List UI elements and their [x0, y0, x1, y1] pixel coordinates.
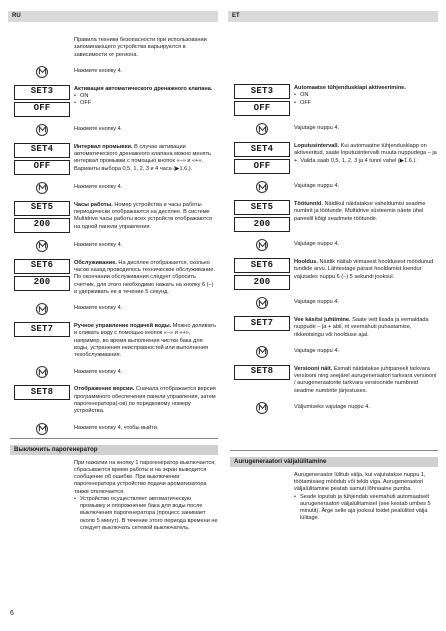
display-code: SET8	[234, 365, 290, 380]
display-value: OFF	[14, 102, 70, 117]
display-code: SET7	[14, 322, 70, 337]
option-item: • ON	[294, 92, 438, 99]
section-header: Aurugeneraatori väljalülitamine	[230, 457, 438, 467]
instruction-text: Нажмите кнопку 4.	[74, 68, 123, 75]
instruction-text: Vajutage nuppu 4.	[294, 125, 339, 132]
display-value: 200	[234, 275, 290, 290]
display-value: OFF	[234, 159, 290, 174]
instruction-text: Väljumiseks vajutage nuppu 4.	[294, 404, 370, 411]
setting-text: Можно доливать и сливать воду с помощью кнопок «–» и «+», например, во время выполнения чистки бака для воды, устранения неисправностей или выполнения техобслуживания.	[74, 323, 217, 359]
display-code: SET4	[234, 142, 290, 157]
setting-text: Kui automaatne tühjendusklapp on aktiveeritud, saate loputusintervalli muuta nuppudega – ja +. Valida saab 0,5, 1, 2, 3 ja 4 tunni vahel (▶1.6.).	[294, 143, 437, 164]
divider	[230, 450, 438, 451]
setting-text: Сначала отображается версия программного обеспечения панели управления, затем парогенератора(-ов) по порядковому номеру устройства.	[74, 386, 216, 415]
menu-button-icon	[36, 366, 48, 378]
bullet-list	[294, 494, 438, 523]
setting-text: Näidikul näidatakse vaheldumisi seadme numbrit ja töötunde. Multidrive süsteemis näete ühel paneelil kõigi seadmete töötunde.	[294, 201, 426, 222]
menu-button-icon	[36, 303, 48, 315]
menu-button-icon	[36, 66, 48, 78]
menu-button-icon	[36, 423, 48, 435]
option-list	[294, 92, 438, 107]
setting-title: Vee käsitsi juhtimine.	[294, 317, 351, 323]
instruction-text: Vajutage nuppu 4.	[294, 183, 339, 190]
display-value: OFF	[234, 101, 290, 116]
column-ru	[10, 36, 218, 532]
menu-button-icon	[256, 123, 268, 135]
setting-description	[294, 142, 438, 165]
setting-description	[294, 316, 438, 339]
setting-description	[74, 385, 218, 415]
setting-description	[74, 322, 218, 359]
menu-button-icon	[36, 124, 48, 136]
setting-text: Номер устройства и часы работы периодически отображаются на дисплее. В системе Multidrive часы работы всех устройств отображаются на одной панели управления.	[74, 201, 213, 230]
display-code: SET8	[14, 385, 70, 400]
instruction-text: Vajutage nuppu 4.	[294, 348, 339, 355]
display-code: SET7	[234, 316, 290, 331]
setting-description	[74, 201, 218, 231]
instruction-text: Нажмите кнопку 4.	[74, 305, 123, 312]
bullet-item: • Устройство осуществляет автоматическую промывку и опорожнение бака для воды после выключения парогенератора (процесс занимает около 5 минут). В течение этого периода времени не следует выключать сетевой выключатель.	[74, 496, 218, 532]
display-value: 200	[14, 218, 70, 233]
section-header: Выключить парогенератор	[10, 445, 218, 455]
setting-title: Ручное управление подачей воды.	[74, 323, 172, 330]
menu-button-icon	[256, 402, 268, 414]
setting-title: Töötunnid.	[294, 201, 323, 207]
menu-button-icon	[36, 240, 48, 252]
language-bar-et	[228, 11, 438, 22]
setting-title: Часы работы.	[74, 201, 113, 208]
instruction-text: Нажмите кнопку 4.	[74, 368, 123, 375]
menu-button-icon	[256, 297, 268, 309]
setting-title: Versiooni näit.	[294, 365, 333, 372]
language-code: ET	[232, 13, 240, 19]
setting-title: Обслуживание.	[74, 259, 117, 266]
setting-description	[294, 365, 438, 395]
setting-text: Esmalt näidatakse juhtpaneeli tarkvara versiooni ning seejärel aurugeneraatori tarkvara versiooni / aurugeneraatorite tarkvara versioonide numbreid seadme numbrite järjestuses.	[294, 365, 437, 394]
menu-button-icon	[256, 181, 268, 193]
divider	[10, 438, 218, 439]
setting-title: Automaatse tühjendusklapi aktiveerimine.	[294, 85, 406, 91]
display-value: OFF	[14, 160, 70, 175]
menu-button-icon	[256, 239, 268, 251]
intro-text: Правила техники безопасности при использовании запоминающего устройства варьируются в зависимости от региона.	[74, 37, 207, 58]
setting-text: На дисплее отображается, сколько часов назад проводилось техническое обслуживание. По окончании обслуживания следует сбросить счетчик, для этого необходимо нажать на кнопку 6 (–) и удерживать ее в течение 5 секунд.	[74, 259, 215, 295]
bullet-item: • Seade loputab ja tühjendab veemahuti automaatselt aurugeneraatori väljalülitamisel (see kestab umbes 5 minutit). Ärge selle aja jooksul toidet pealülitist välja lülitage.	[294, 494, 438, 523]
display-code: SET3	[14, 85, 70, 100]
display-value: 200	[234, 217, 290, 232]
section-text: Aurugeneraator lülitub välja, kui vajutatakse nuppu 1, töötamisaeg möödub või tekib viga. Aurugeneraatori väljalülitamine peatab samuti lõhnaaine pumba.	[294, 471, 426, 493]
option-list	[74, 93, 218, 108]
setting-description	[294, 200, 438, 223]
option-item: • ON	[74, 93, 218, 100]
setting-title: Hooldus.	[294, 259, 318, 265]
setting-description	[294, 258, 438, 281]
setting-text: В случае активации автоматического дренажного клапана можно менять интервал промывки с помощью кнопок «–» и «+». Варианты выбора 0,5, 1, 2, 3 и 4 часа (▶1.6.).	[74, 143, 212, 172]
instruction-text: Нажмите кнопку 4, чтобы выйти.	[74, 424, 159, 431]
display-code: SET4	[14, 143, 70, 158]
display-value: 200	[14, 276, 70, 291]
setting-title: Loputusintervall.	[294, 143, 340, 149]
instruction-text: Vajutage nuppu 4.	[294, 241, 339, 248]
display-code: SET6	[14, 259, 70, 274]
menu-button-icon	[256, 346, 268, 358]
option-item: • OFF	[74, 100, 218, 107]
display-code: SET3	[234, 84, 290, 99]
instruction-text: Нажмите кнопку 4.	[74, 184, 123, 191]
instruction-text: Нажмите кнопку 4.	[74, 242, 123, 249]
setting-title: Интервал промывки.	[74, 143, 133, 150]
setting-title: Активация автоматического дренажного клапана.	[74, 85, 213, 92]
display-code: SET6	[234, 258, 290, 273]
language-code: RU	[12, 13, 21, 19]
column-et	[230, 84, 438, 523]
option-item: • OFF	[294, 100, 438, 107]
display-code: SET5	[234, 200, 290, 215]
page-number: 6	[10, 610, 14, 617]
display-code: SET5	[14, 201, 70, 216]
section-text: При нажатии на кнопку 1 парогенератор выключается, сбрасывается время работы и на экран выводится сообщение об ошибке. При выключении парогенератора устройство подачи ароматизатора также отключается.	[74, 459, 216, 495]
language-bar-ru	[8, 11, 218, 22]
setting-title: Отображение версии.	[74, 386, 135, 393]
bullet-list	[74, 496, 218, 532]
menu-button-icon	[36, 182, 48, 194]
setting-text: Saate vett lisada ja eemaldada nuppude – ja + abil, nt veemahuti puhastamise, rikkeotsingu või hoolduse ajal.	[294, 317, 429, 338]
setting-description	[74, 143, 218, 173]
setting-text: Näidik näitab viimasest hooldusest möödunud tundide arvu. Lähtestage pärast hooldamist loendur vajutades nuppu 6 (–) 5 sekundi jooksul.	[294, 259, 434, 280]
instruction-text: Нажмите кнопку 4.	[74, 126, 123, 133]
instruction-text: Vajutage nuppu 4.	[294, 299, 339, 306]
setting-description	[74, 259, 218, 296]
